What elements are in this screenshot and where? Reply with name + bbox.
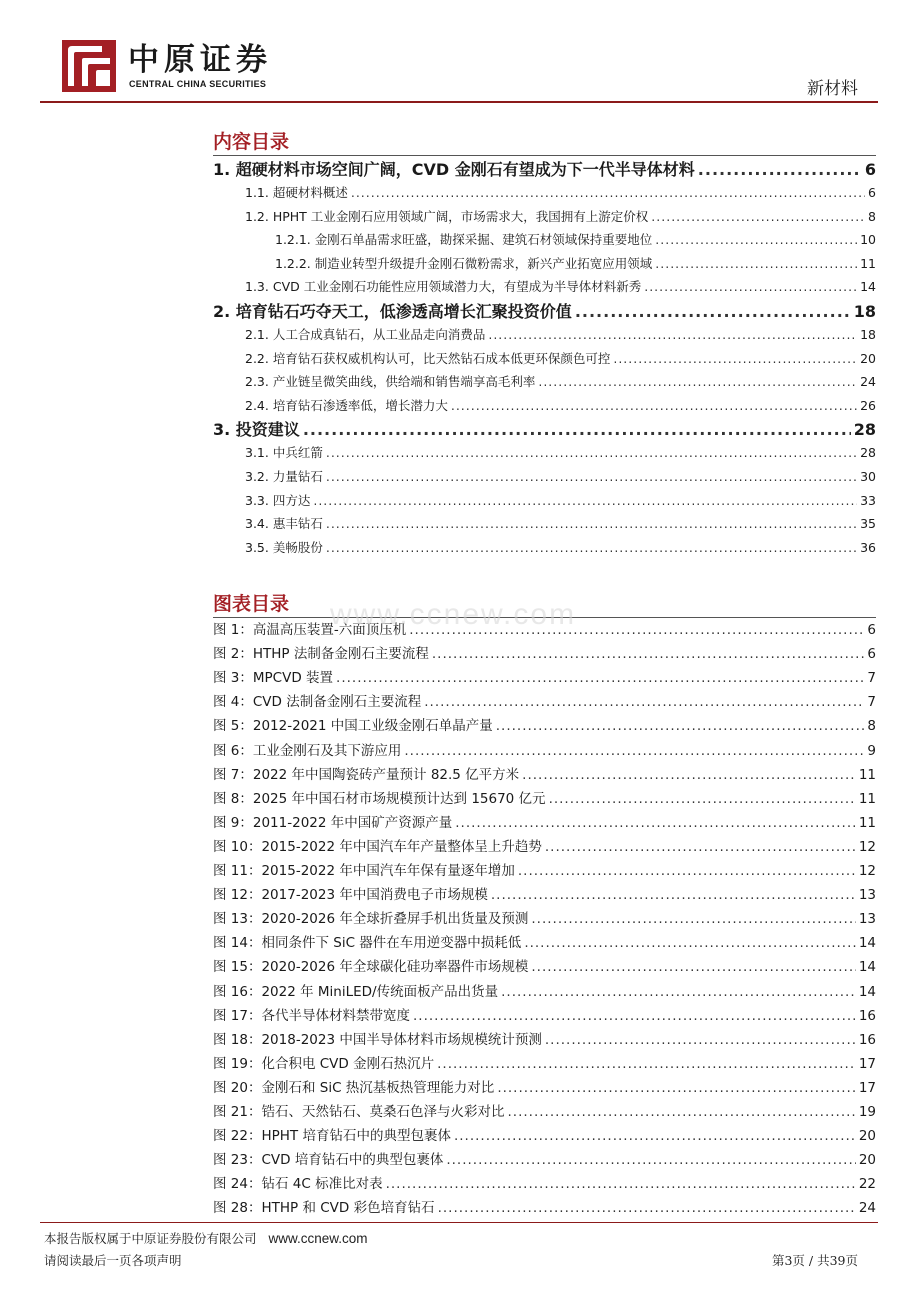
toc-entry-page: 26	[860, 397, 876, 413]
toc-entry-label	[245, 348, 610, 370]
figure-entry-label: 图 15：2020-2026 年全球碳化硅功率器件市场规模	[213, 959, 529, 976]
toc-leader-dots	[538, 371, 857, 393]
toc-entry-2-1[interactable]	[245, 324, 876, 346]
figure-entry-page: 9	[867, 742, 876, 759]
toc-entry-number: 3.5.	[245, 539, 269, 555]
figure-entry-label: 图 13：2020-2026 年全球折叠屏手机出货量及预测	[213, 911, 529, 928]
toc-leader-dots	[651, 206, 865, 228]
toc-leader-dots	[351, 182, 865, 204]
toc-leader-dots	[488, 324, 857, 346]
figure-entry[interactable]	[213, 788, 876, 810]
figure-entry-label: 图 5：2012-2021 中国工业级金刚石单晶产量	[213, 718, 493, 735]
toc-leader-dots	[644, 276, 857, 298]
figure-entry[interactable]	[213, 1197, 876, 1219]
figure-entry-label: 图 2：HTHP 法制备金刚石主要流程	[213, 646, 429, 663]
figure-entry-label: 图 7：2022 年中国陶瓷砖产量预计 82.5 亿平方米	[213, 766, 520, 783]
toc-entry-label	[245, 395, 448, 417]
figure-entry-page: 17	[858, 1079, 876, 1096]
brand-name-cn: 中原证券	[128, 42, 272, 78]
toc-entry-label	[245, 513, 323, 535]
figure-entry[interactable]	[213, 1101, 876, 1123]
toc-entry-label	[245, 490, 310, 512]
toc-entry-number: 2.	[213, 302, 231, 321]
toc-leader-dots	[655, 253, 857, 275]
toc-entry-text: 人工合成真钻石，从工业品走向消费品	[272, 327, 486, 342]
toc-entry-text: 产业链呈微笑曲线，供给端和销售端享高毛利率	[272, 374, 536, 390]
toc-entry-page: 18	[860, 327, 876, 342]
figure-entry[interactable]	[213, 836, 876, 858]
figure-entry[interactable]	[213, 908, 876, 930]
toc-entry-3-2[interactable]	[245, 466, 876, 488]
figure-entry-label: 图 23：CVD 培育钻石中的典型包裹体	[213, 1152, 444, 1169]
toc-entry-page: 18	[853, 302, 876, 321]
figure-leader-dots	[522, 764, 856, 786]
figure-entry-label: 图 18：2018-2023 中国半导体材料市场规模统计预测	[213, 1031, 542, 1048]
section-tag: 新材料	[807, 79, 858, 99]
figure-entry-page: 11	[858, 814, 876, 831]
figure-entry-page: 7	[867, 670, 876, 687]
figure-leader-dots	[531, 908, 855, 930]
figure-entry[interactable]	[213, 1125, 876, 1147]
toc-entry-3-4[interactable]	[245, 513, 876, 535]
toc-entry-1-2[interactable]	[245, 206, 876, 228]
figure-leader-dots	[432, 643, 865, 665]
toc-entry-label	[245, 206, 648, 228]
toc-entry-page: 11	[860, 255, 876, 271]
toc-entry-page: 8	[868, 208, 876, 224]
figure-entry[interactable]	[213, 715, 876, 737]
toc-entry-page: 30	[860, 469, 876, 484]
figure-leader-dots	[545, 836, 856, 858]
figure-entry-page: 16	[858, 1031, 876, 1048]
toc-entry-number: 1.2.1.	[275, 232, 311, 248]
toc-entry-number: 3.2.	[245, 469, 269, 484]
figure-leader-dots	[524, 932, 856, 954]
figure-leader-dots	[531, 956, 855, 978]
toc-entry-page: 33	[860, 492, 876, 508]
toc-entry-number: 1.2.2.	[275, 255, 311, 271]
toc-entry-label	[245, 537, 323, 559]
toc-entry-label	[245, 371, 535, 393]
figure-entry-page: 13	[858, 887, 876, 904]
toc-entry-2-4[interactable]	[245, 395, 876, 417]
toc-entry-label	[213, 300, 572, 324]
figure-entry-label: 图 3：MPCVD 装置	[213, 670, 334, 687]
toc-entry-page: 6	[864, 160, 876, 179]
toc-title-divider	[213, 155, 876, 156]
toc-entry-number: 3.3.	[245, 492, 269, 508]
toc-title: 内容目录	[213, 131, 290, 153]
toc-leader-dots	[326, 513, 857, 535]
toc-entry-number: 3.1.	[245, 445, 269, 461]
toc-leader-dots	[326, 537, 857, 559]
figure-entry[interactable]	[213, 764, 876, 786]
toc-entry-page: 35	[860, 516, 876, 532]
toc-entry-text: 惠丰钻石	[272, 516, 323, 532]
toc-entry-1-2-1[interactable]	[275, 229, 876, 251]
toc-entry-number: 2.1.	[245, 327, 269, 342]
toc-entry-label	[213, 418, 300, 442]
toc-entry-text: 中兵红箭	[272, 445, 323, 461]
toc-entry-number: 1.3.	[245, 279, 269, 295]
figure-entry-page: 17	[858, 1055, 876, 1072]
company-logo-icon	[62, 40, 116, 92]
figure-entry-page: 11	[858, 790, 876, 807]
figure-entry-label: 图 10：2015-2022 年中国汽车年产量整体呈上升趋势	[213, 838, 542, 855]
toc-entry-number: 2.2.	[245, 350, 269, 366]
toc-entry-2-2[interactable]	[245, 348, 876, 370]
figure-entry-label: 图 28：HTHP 和 CVD 彩色培育钻石	[213, 1200, 435, 1217]
footer-page-info: 第3页 / 共39页	[771, 1253, 858, 1268]
toc-entry-text: 四方达	[272, 492, 311, 508]
toc-entry-label	[275, 229, 652, 251]
figure-entry-label: 图 9：2011-2022 年中国矿产资源产量	[213, 814, 453, 831]
figure-entry-page: 14	[858, 935, 876, 952]
figure-leader-dots	[413, 1005, 856, 1027]
footer-url-link[interactable]: www.ccnew.com	[268, 1231, 368, 1246]
toc-entry-2[interactable]	[213, 300, 876, 324]
toc-leader-dots	[655, 229, 857, 251]
toc-leader-dots	[698, 158, 862, 182]
toc-entry-page: 14	[860, 279, 876, 295]
figure-leader-dots	[455, 812, 856, 834]
toc-entry-text: HPHT 工业金刚石应用领域广阔，市场需求大，我国拥有上游定价权	[272, 208, 649, 224]
toc-entry-text: 力量钻石	[272, 469, 323, 484]
figure-entry[interactable]	[213, 956, 876, 978]
figure-leader-dots	[496, 715, 865, 737]
toc-entry-label	[275, 253, 652, 275]
toc-entry-1[interactable]	[213, 158, 876, 182]
figure-entry[interactable]	[213, 981, 876, 1003]
toc-entry-label	[213, 158, 695, 182]
footer-disclaimer: 请阅读最后一页各项声明	[44, 1253, 182, 1268]
figure-entry-label: 图 17：各代半导体材料禁带宽度	[213, 1007, 410, 1024]
figure-entry-label: 图 14：相同条件下 SiC 器件在车用逆变器中损耗低	[213, 935, 522, 952]
toc-entry-text: 制造业转型升级提升金刚石微粉需求，新兴产业拓宽应用领域	[314, 255, 653, 271]
figure-entry-page: 7	[867, 694, 876, 711]
figure-entry-page: 13	[858, 911, 876, 928]
toc-entry-number: 1.1.	[245, 185, 269, 200]
toc-entry-text: 培育钻石巧夺天工，低渗透高增长汇聚投资价值	[235, 302, 572, 321]
toc-entry-label	[245, 276, 641, 298]
toc-entry-label	[245, 466, 323, 488]
figure-entry-label: 图 1：高温高压装置-六面顶压机	[213, 622, 407, 638]
toc-entry-text: 培育钻石渗透率低，增长潜力大	[272, 397, 448, 413]
footer-copyright-text: 本报告版权属于中原证券股份有限公司	[44, 1231, 257, 1246]
figure-entry-label: 图 22：HPHT 培育钻石中的典型包裹体	[213, 1128, 451, 1145]
figure-entry-page: 16	[858, 1007, 876, 1024]
figure-leader-dots	[446, 1149, 855, 1171]
watermark: www.ccnew.com	[330, 598, 577, 631]
toc-entry-number: 2.4.	[245, 397, 269, 413]
toc-entry-2-3[interactable]	[245, 371, 876, 393]
figure-leader-dots	[336, 667, 864, 689]
toc-entry-text: 美畅股份	[272, 539, 323, 555]
toc-entry-3[interactable]	[213, 418, 876, 442]
figure-entry-label: 图 20：金刚石和 SiC 热沉基板热管理能力对比	[213, 1079, 495, 1096]
header-divider	[40, 101, 878, 103]
footer-copyright	[44, 1229, 368, 1247]
figure-leader-dots	[454, 1125, 856, 1147]
toc-entry-1-1[interactable]	[245, 182, 876, 204]
figure-leader-dots	[424, 691, 864, 713]
figure-entry-page: 12	[858, 863, 876, 879]
toc-entry-page: 28	[853, 420, 876, 440]
figure-entry-label: 图 21：锆石、天然钻石、莫桑石色泽与火彩对比	[213, 1104, 505, 1120]
toc-entry-1-3[interactable]	[245, 276, 876, 298]
figure-leader-dots	[438, 1197, 856, 1219]
toc-entry-1-2-2[interactable]	[275, 253, 876, 275]
figure-entry[interactable]	[213, 667, 876, 689]
figure-entry-page: 14	[858, 959, 876, 976]
figure-entry-page: 6	[867, 622, 876, 638]
figure-entry[interactable]	[213, 740, 876, 762]
toc-entry-number: 2.3.	[245, 374, 269, 390]
toc-entry-number: 3.	[213, 420, 231, 440]
toc-entry-label	[245, 442, 323, 464]
toc-entry-3-1[interactable]	[245, 442, 876, 464]
figure-entry[interactable]	[213, 643, 876, 665]
toc-leader-dots	[303, 418, 851, 442]
toc-entry-text: 超硬材料市场空间广阔，CVD 金刚石有望成为下一代半导体材料	[235, 160, 695, 179]
toc-leader-dots	[326, 442, 857, 464]
figure-leader-dots	[501, 981, 856, 1003]
toc-entry-page: 10	[860, 232, 876, 248]
figure-entry[interactable]	[213, 1077, 876, 1099]
figure-entry[interactable]	[213, 1005, 876, 1027]
toc-leader-dots	[326, 466, 857, 488]
figure-entry[interactable]	[213, 691, 876, 713]
figure-entry-label: 图 16：2022 年 MiniLED/传统面板产品出货量	[213, 983, 499, 1000]
figure-leader-dots	[491, 884, 856, 906]
figure-entry-page: 24	[858, 1200, 876, 1217]
figure-entry-page: 20	[858, 1128, 876, 1145]
figure-leader-dots	[404, 740, 864, 762]
figure-leader-dots	[437, 1053, 856, 1075]
figure-entry-page: 19	[858, 1104, 876, 1120]
figure-entry-page: 11	[858, 766, 876, 783]
figure-entry-label: 图 24：钻石 4C 标准比对表	[213, 1176, 383, 1193]
figure-entry[interactable]	[213, 1173, 876, 1195]
figure-entry[interactable]	[213, 932, 876, 954]
figure-entry[interactable]	[213, 1029, 876, 1051]
toc-leader-dots	[613, 348, 857, 370]
toc-leader-dots	[313, 490, 857, 512]
figure-leader-dots	[386, 1173, 856, 1195]
figure-entry-label: 图 19：化合积电 CVD 金刚石热沉片	[213, 1055, 435, 1072]
toc-entry-page: 24	[860, 374, 876, 390]
toc-entry-3-5[interactable]	[245, 537, 876, 559]
toc-entry-text: 投资建议	[235, 420, 300, 440]
toc-leader-dots	[451, 395, 857, 417]
toc-entry-number: 3.4.	[245, 516, 269, 532]
toc-entry-text: CVD 工业金刚石功能性应用领域潜力大，有望成为半导体材料新秀	[272, 279, 642, 295]
figure-leader-dots	[545, 1029, 856, 1051]
toc-entry-3-3[interactable]	[245, 490, 876, 512]
figure-entry-label: 图 4：CVD 法制备金刚石主要流程	[213, 694, 422, 711]
figure-entry-page: 22	[858, 1176, 876, 1193]
toc-entry-page: 36	[860, 539, 876, 555]
figure-entry[interactable]	[213, 1053, 876, 1075]
figure-entry-page: 20	[858, 1152, 876, 1169]
figures-title: 图表目录	[213, 593, 290, 615]
page-header	[0, 0, 920, 105]
figure-entry-page: 14	[858, 983, 876, 1000]
figure-leader-dots	[507, 1101, 855, 1123]
figure-entry-page: 8	[867, 718, 876, 735]
toc-entry-page: 28	[860, 445, 876, 461]
figure-leader-dots	[497, 1077, 856, 1099]
footer-divider	[40, 1222, 878, 1223]
toc-entry-page: 6	[868, 185, 876, 200]
toc-entry-text: 金刚石单晶需求旺盛，勘探采掘、建筑石材领域保持重要地位	[314, 232, 653, 248]
figure-entry[interactable]	[213, 884, 876, 906]
figure-entry[interactable]	[213, 812, 876, 834]
toc-entry-text: 超硬材料概述	[272, 185, 348, 200]
brand-name-en: CENTRAL CHINA SECURITIES	[129, 79, 267, 89]
figure-entry-label: 图 8：2025 年中国石材市场规模预计达到 15670 亿元	[213, 790, 546, 807]
toc-entry-number: 1.2.	[245, 208, 269, 224]
toc-entry-text: 培育钻石获权威机构认可，比天然钻石成本低更环保颜色可控	[272, 350, 611, 366]
figure-entry-label: 图 11：2015-2022 年中国汽车年保有量逐年增加	[213, 863, 515, 879]
figure-entry-label: 图 6：工业金刚石及其下游应用	[213, 742, 402, 759]
figure-leader-dots	[549, 788, 856, 810]
figure-leader-dots	[518, 860, 856, 882]
figure-entry-label: 图 12：2017-2023 年中国消费电子市场规模	[213, 887, 488, 904]
toc-entry-number: 1.	[213, 160, 231, 179]
toc-entry-label	[245, 324, 485, 346]
figure-entry[interactable]	[213, 1149, 876, 1171]
toc-entry-label	[245, 182, 348, 204]
figure-entry-page: 6	[867, 646, 876, 663]
figure-entry[interactable]	[213, 860, 876, 882]
toc-entry-page: 20	[860, 350, 876, 366]
toc-leader-dots	[575, 300, 851, 324]
figure-entry-page: 12	[858, 838, 876, 855]
